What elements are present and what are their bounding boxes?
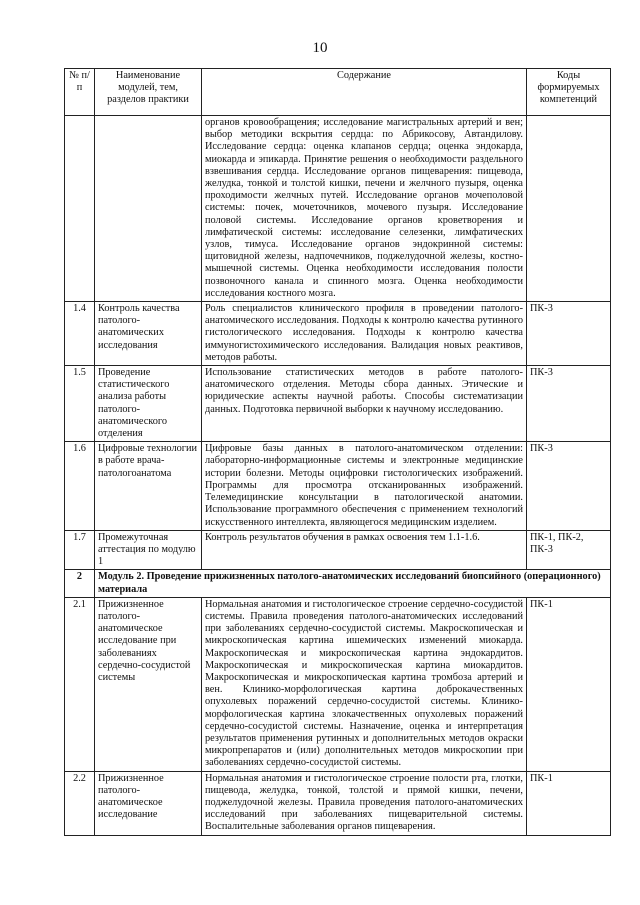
- section-row: [65, 570, 611, 597]
- row-number: [65, 116, 95, 302]
- header-module: Наименование модулей, тем, разделов практики: [95, 69, 202, 116]
- table-header-row: [65, 69, 611, 116]
- header-codes: Коды формируемых компетенций: [527, 69, 611, 116]
- row-content: органов кровообращения; исследование магистральных артерий и вен; выбор методики вскрытия сердца: по Абрикосову, Автандилову. Исследование сердца: оценка клапанов сердца; оценка эндокарда, миокарда и эпикарда. Принятие решения о необходимости раздельного взвешивания сердца. Исследование органов пищеварения: пищевода, желудка, тонкой и толстой кишки, печени и желчного пузыря, оценка проходимости желчных путей. Исследование органов мочеполовой системы: почек, мочеточников, мочевого пузыря. Исследование половой системы. Исследование органов кроветворения и лимфатической системы: исследование селезенки, лимфатических узлов, тимуса. Исследование органов эндокринной системы: щитовидной железы, надпочечников, поджелудочной железы, костно-мышечной системы. Оценка необходимости исследования полости позвоночного канала и спинного мозга. Оценка необходимости исследования костного мозга.: [202, 116, 527, 302]
- table-row: [65, 116, 611, 302]
- row-content: Цифровые базы данных в патолого-анатомическом отделении: лабораторно-информационные системы и электронные медицинские истории болезни. Методы оцифровки гистологических изображений. Программы для просмотра отсканированных изображений. Телемедицинские консультации в патологической анатомии. Использование программного обеспечения с применением технологий искусственного интеллекта, являющегося медицинским изделием.: [202, 442, 527, 530]
- row-content: Роль специалистов клинического профиля в проведении патолого-анатомического исследования. Подходы к контролю качества рутинного гистологического исследования. Подходы к контролю качества иммуногистохимического исследования. Валидация новых реактивов, методов работы.: [202, 302, 527, 366]
- row-number: 1.7: [65, 530, 95, 570]
- row-codes: ПК-3: [527, 366, 611, 442]
- row-module: Цифровые технологии в работе врача-патологоанатома: [95, 442, 202, 530]
- header-number: № п/п: [65, 69, 95, 116]
- row-content: Контроль результатов обучения в рамках освоения тем 1.1-1.6.: [202, 530, 527, 570]
- row-codes: ПК-3: [527, 302, 611, 366]
- row-codes: ПК-3: [527, 442, 611, 530]
- row-codes: [527, 116, 611, 302]
- section-number: 2: [65, 570, 95, 597]
- row-number: 1.6: [65, 442, 95, 530]
- row-content: Использование статистических методов в работе патолого-анатомического отделения. Методы сбора данных. Этические и юридические аспекты научной работы. Способы систематизации данных. Подготовка первичной выборки к научному исследованию.: [202, 366, 527, 442]
- row-codes: ПК-1, ПК-2, ПК-3: [527, 530, 611, 570]
- row-codes: ПК-1: [527, 771, 611, 835]
- row-module: Прижизненное патолого-анатомическое исследование: [95, 771, 202, 835]
- row-module: Проведение статистического анализа работы патолого-анатомического отделения: [95, 366, 202, 442]
- row-number: 2.2: [65, 771, 95, 835]
- row-number: 1.4: [65, 302, 95, 366]
- section-title: Модуль 2. Проведение прижизненных патолого-анатомических исследований биопсийного (операционного) материала: [95, 570, 611, 597]
- row-content: Нормальная анатомия и гистологическое строение сердечно-сосудистой системы. Правила проведения патолого-анатомических исследований при заболеваниях сердечно-сосудистой системы. Макроскопическая и микроскопическая картина ишемических изменений миокарда. Макроскопическая и микроскопическая картина эндокардитов. Макроскопическая и микроскопическая картина миокардитов. Макроскопическая и микроскопическая картина тромбоза артерий и вен. Клинико-морфологическая картина доброкачественных опухолевых поражений сердечно-сосудистой системы. Клинико-морфологическая картина злокачественных опухолевых поражений сердечно-сосудистой системы. Назначение, оценка и интерпретация результатов применения рутинных и дополнительных методов окраски микропрепаратов и (или) дополнительных методов микроскопии при заболеваниях сердечно-сосудистой системы.: [202, 597, 527, 771]
- row-module: Промежуточная аттестация по модулю 1: [95, 530, 202, 570]
- row-number: 1.5: [65, 366, 95, 442]
- page-number: 10: [312, 40, 328, 56]
- row-module: Прижизненное патолого-анатомическое исследование при заболеваниях сердечно-сосудистой системы: [95, 597, 202, 771]
- header-content: Содержание: [202, 69, 527, 116]
- curriculum-table: [64, 68, 611, 836]
- table-row: [65, 530, 611, 570]
- table-row: [65, 771, 611, 835]
- table-row: [65, 442, 611, 530]
- table-row: [65, 597, 611, 771]
- row-codes: ПК-1: [527, 597, 611, 771]
- row-content: Нормальная анатомия и гистологическое строение полости рта, глотки, пищевода, желудка, тонкой, толстой и прямой кишки, печени, поджелудочной железы. Правила проведения патолого-анатомических исследований при заболеваниях пищеварительной системы. Воспалительные заболевания органов пищеварения.: [202, 771, 527, 835]
- table-row: [65, 366, 611, 442]
- row-number: 2.1: [65, 597, 95, 771]
- row-module: [95, 116, 202, 302]
- row-module: Контроль качества патолого-анатомических исследования: [95, 302, 202, 366]
- table-row: [65, 302, 611, 366]
